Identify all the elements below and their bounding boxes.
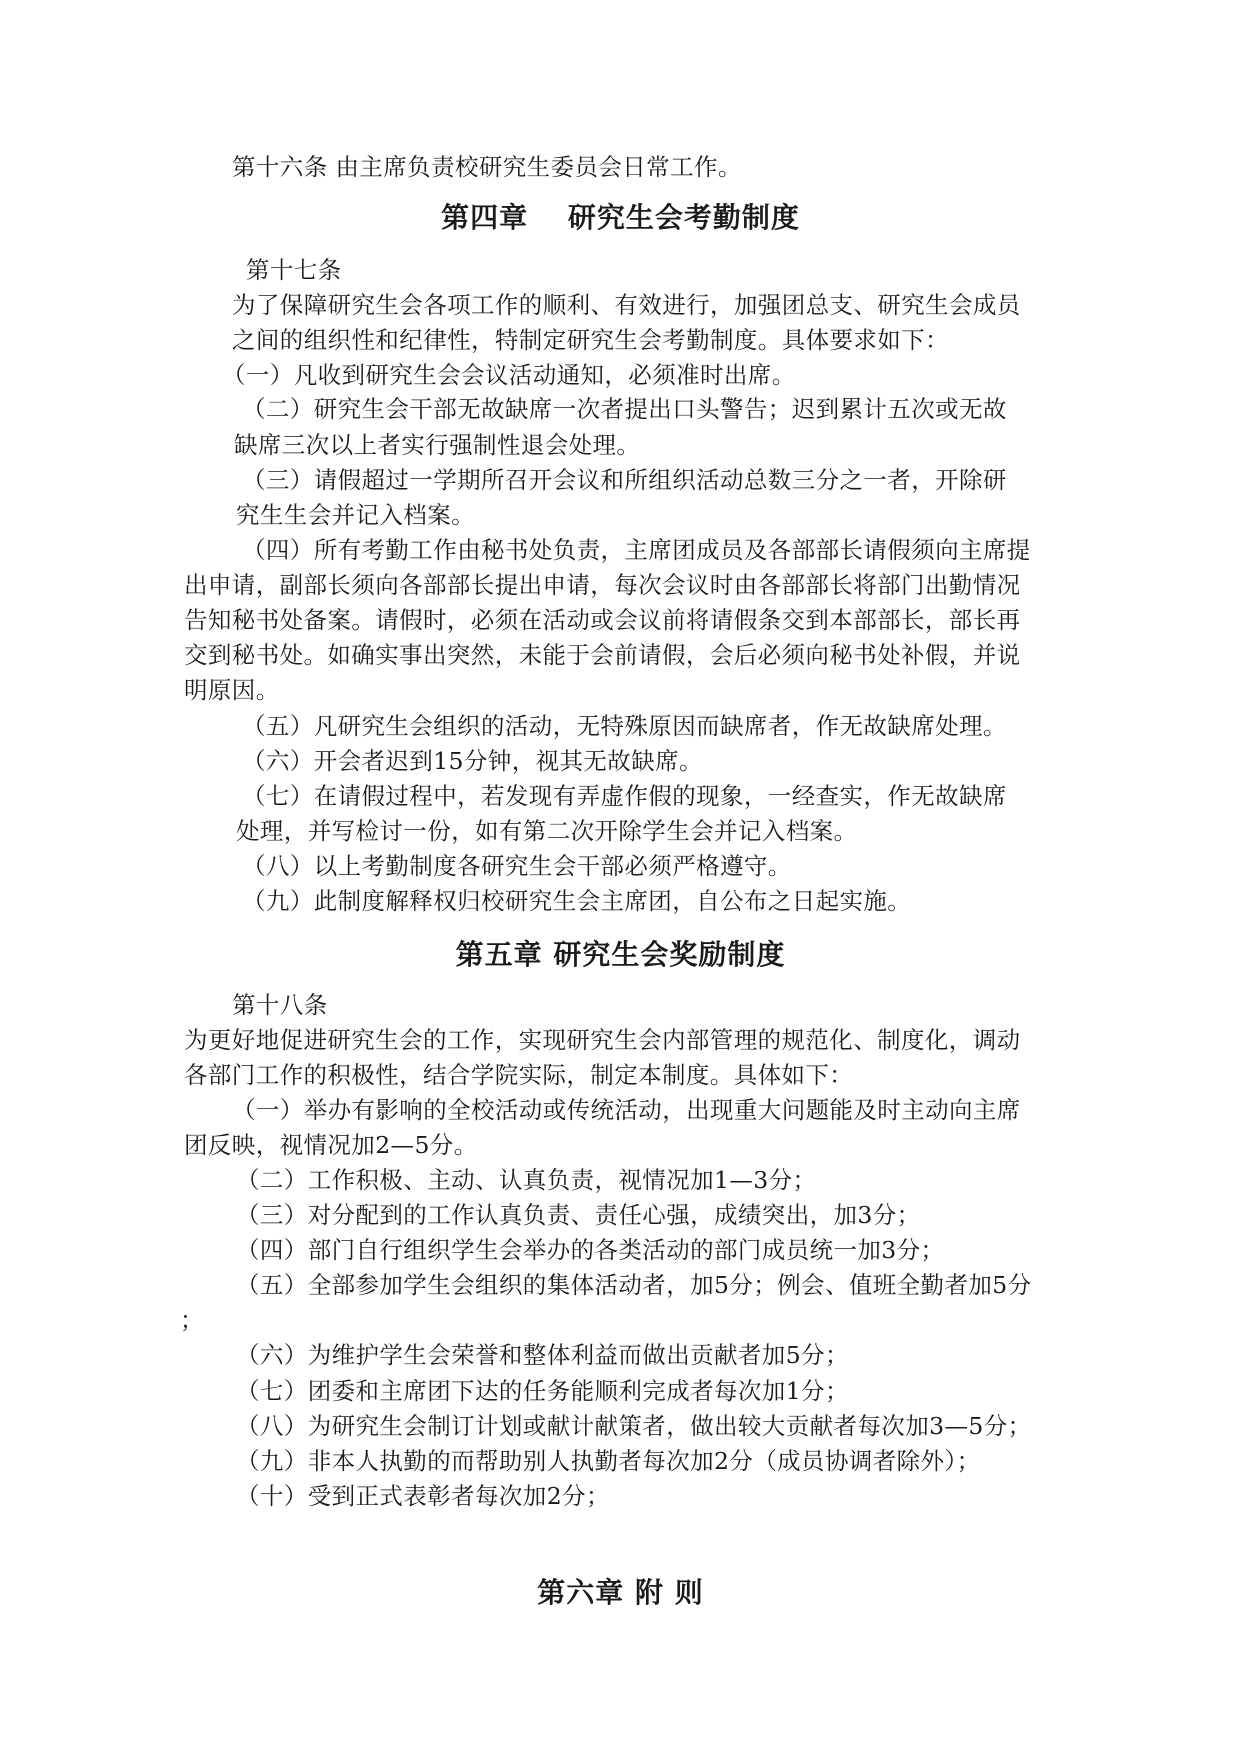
chapter-4-intro-line: 为了保障研究生会各项工作的顺利、有效进行，加强团总支、研究生会成员 — [232, 291, 1021, 319]
attendance-rule-line: （二）研究生会干部无故缺席一次者提出口头警告；迟到累计五次或无故 — [242, 395, 1007, 423]
attendance-rule-line: 告知秘书处备案。请假时，必须在活动或会议前将请假条交到本部部长，部长再 — [184, 606, 1021, 634]
attendance-rule-line: （六）开会者迟到15分钟，视其无故缺席。 — [242, 747, 703, 775]
attendance-rule-line: （七）在请假过程中，若发现有弄虚作假的现象，一经查实，作无故缺席 — [242, 782, 1007, 810]
article-18-label: 第十八条 — [232, 991, 328, 1019]
article-16-text: 第十六条 由主席负责校研究生委员会日常工作。 — [232, 153, 742, 181]
attendance-rule-line: （五）凡研究生会组织的活动，无特殊原因而缺席者，作无故缺席处理。 — [242, 712, 1007, 740]
attendance-rule-line: 究生生会并记入档案。 — [236, 501, 475, 529]
chapter-4-heading: 第四章 研究生会考勤制度 — [441, 201, 800, 234]
chapter-5-intro-line: 各部门工作的积极性，结合学院实际，制定本制度。具体如下： — [184, 1061, 854, 1089]
reward-rule-line: （一）举办有影响的全校活动或传统活动，出现重大问题能及时主动向主席 — [232, 1096, 1021, 1124]
reward-rule-line: （九）非本人执勤的而帮助别人执勤者每次加2分（成员协调者除外）； — [236, 1447, 981, 1475]
chapter-5-intro-line: 为更好地促进研究生会的工作，实现研究生会内部管理的规范化、制度化，调动 — [184, 1026, 1021, 1054]
reward-rule-line: ； — [180, 1306, 204, 1334]
reward-rule-line: （五）全部参加学生会组织的集体活动者，加5分；例会、值班全勤者加5分 — [236, 1271, 1032, 1299]
article-17-label: 第十七条 — [246, 256, 342, 284]
reward-rule-line: （四）部门自行组织学生会举办的各类活动的部门成员统一加3分； — [236, 1236, 945, 1264]
attendance-rule-line: 出申请，副部长须向各部部长提出申请，每次会议时由各部部长将部门出勤情况 — [184, 571, 1021, 599]
attendance-rule-line: （九）此制度解释权归校研究生会主席团，自公布之日起实施。 — [242, 887, 912, 915]
attendance-rule-line: 缺席三次以上者实行强制性退会处理。 — [234, 431, 641, 459]
chapter-6-heading: 第六章 附 则 — [537, 1576, 704, 1609]
chapter-4-intro-line: 之间的组织性和纪律性，特制定研究生会考勤制度。具体要求如下： — [232, 326, 949, 354]
chapter-5-heading: 第五章 研究生会奖励制度 — [455, 938, 786, 971]
reward-rule-line: （七）团委和主席团下达的任务能顺利完成者每次加1分； — [236, 1377, 849, 1405]
reward-rule-line: 团反映，视情况加2—5分。 — [184, 1131, 478, 1159]
reward-rule-line: （三）对分配到的工作认真负责、责任心强，成绩突出，加3分； — [236, 1201, 921, 1229]
attendance-rule-line: （八）以上考勤制度各研究生会干部必须严格遵守。 — [242, 852, 792, 880]
reward-rule-line: （十）受到正式表彰者每次加2分； — [236, 1482, 610, 1510]
attendance-rule-line: 交到秘书处。如确实事出突然，未能于会前请假，会后必须向秘书处补假，并说 — [184, 641, 1021, 669]
attendance-rule-line: 处理，并写检讨一份，如有第二次开除学生会并记入档案。 — [236, 817, 858, 845]
reward-rule-line: （八）为研究生会制订计划或献计献策者，做出较大贡献者每次加3—5分； — [236, 1412, 1032, 1440]
attendance-rule-line: （三）请假超过一学期所召开会议和所组织活动总数三分之一者，开除研 — [242, 466, 1007, 494]
reward-rule-line: （六）为维护学生会荣誉和整体利益而做出贡献者加5分； — [236, 1341, 849, 1369]
attendance-rule-line: （一）凡收到研究生会会议活动通知，必须准时出席。 — [222, 361, 796, 389]
attendance-rule-line: 明原因。 — [184, 676, 280, 704]
reward-rule-line: （二）工作积极、主动、认真负责，视情况加1—3分； — [236, 1166, 817, 1194]
attendance-rule-line: （四）所有考勤工作由秘书处负责，主席团成员及各部部长请假须向主席提 — [242, 536, 1031, 564]
